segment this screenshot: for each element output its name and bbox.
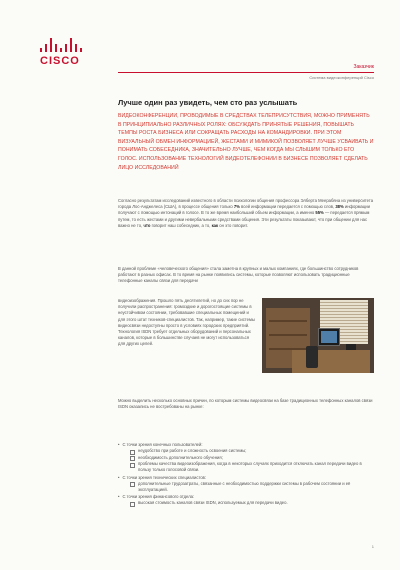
cisco-logo: [40, 38, 86, 67]
list-item: • С точки зрения финансового отдела:: [118, 494, 195, 500]
logo-bars-icon: [40, 38, 86, 52]
page-title: Лучше один раз увидеть, чем сто раз услышать: [118, 98, 298, 107]
highlight-percent: 55%: [315, 210, 324, 216]
doc-type-label: Заказчик: [353, 64, 374, 70]
highlight-percent: 38%: [335, 204, 344, 210]
list-subitem: проблемы качества видеоизображения, когда в некоторых случаях приходится отключать канал передачи видео в пользу только голосовой связи.: [130, 461, 374, 473]
header-subtitle: Система видеоконференций Cisco: [309, 75, 374, 80]
checkbox-icon: [130, 456, 135, 461]
highlight-word: что: [143, 222, 151, 228]
paragraph-1: Согласно результатам исследований известного в области психологии общения профессора Элберта Меерабяна из университета города Лос-Анджелеса (США), в процессе общения только 7% всей информации передается с помощью слов, 38% информации получают с помощью интонаций в голосе. В то же время наибольший объем информации, а именно 55% — передается прямым путем, то есть жестами и другими невербальными средствами общения. Эти результаты показывают, что при общении для нас важно не то, что говорит наш собеседник, а то, как он это говорит.: [118, 198, 374, 228]
checkbox-icon: [130, 450, 135, 455]
paragraph-2: В данной проблеме «человеческого общения» стала заметна в крупных и малых компаниях, где большинство сотрудников работают в разных офисах. В то время на рынке появились системы, которые позволяют использовать традиционные телефонные каналы связи для передачи: [118, 266, 359, 284]
list-subitem: необходимость дополнительного обучения;: [130, 455, 374, 462]
list-subitem: дополнительные трудозатраты, связанные с необходимостью поддержки системы в рабочем состоянии и её эксплуатацией.: [130, 481, 374, 493]
page-number: 1: [371, 544, 374, 549]
highlight-percent: 7%: [233, 204, 240, 210]
header-divider: [118, 72, 374, 73]
lead-paragraph: ВИДЕОКОНФЕРЕНЦИИ, ПРОВОДИМЫЕ В СРЕДСТВАХ ТЕЛЕПРИСУТСТВИЯ, МОЖНО ПРИМЕНЯТЬ В ПРИНЦИПИАЛЬНО РАЗЛИЧНЫХ РОЛЯХ: ОБСУЖДАТЬ ПРИНЯТЫЕ РЕШЕНИЯ, ПОВЫШАТЬ ТЕМПЫ РОСТА БИЗНЕСА ИЛИ СОКРАЩАТЬ РАСХОДЫ НА КОМАНДИРОВКИ. ПРИ ЭТОМ ВИЗУАЛЬНЫЙ ОБМЕН ИНФОРМАЦИЕЙ, ЖЕСТАМИ И МИМИКОЙ ПОЗВОЛЯЕТ ЛУЧШЕ УСВАИВАТЬ И ПОНИМАТЬ СОБЕСЕДНИКА, ЗНАЧИТЕЛЬНО ЛУЧШЕ, ЧЕМ КОГДА МЫ СЛЫШИМ ТОЛЬКО ЕГО ГОЛОС. ИСПОЛЬЗОВАНИЕ ТЕХНОЛОГИЙ ВИДЕОТЕЛЕФОНИИ В БИЗНЕСЕ ПОЗВОЛЯЕТ СДЕЛАТЬ ЛИЦО ИССЛЕДОВАНИЙ: [118, 113, 374, 171]
list-item: • С точки зрения конечных пользователей:: [118, 442, 203, 447]
phone-icon: [346, 344, 356, 350]
list-subitem: высокая стоимость каналов связи ISDN, используемых для передачи видео.: [130, 500, 374, 507]
chair: [306, 346, 318, 368]
checkbox-icon: [130, 502, 135, 507]
desk: [292, 350, 370, 373]
office-photo: [262, 298, 374, 373]
checkbox-icon: [130, 482, 135, 487]
reasons-list: [118, 441, 374, 507]
list-item: • С точки зрения технических специалистов:: [118, 474, 207, 480]
checkbox-icon: [130, 463, 135, 468]
logo-text: CISCO: [40, 55, 80, 67]
monitor-icon: [318, 328, 340, 346]
highlight-word: как: [211, 222, 219, 228]
list-subitem: неудобство при работе и сложность освоения системы;: [130, 448, 374, 455]
paragraph-4: Можно выделить несколько основных причин, по которым системы видеосвязи на базе традиционных телефонных каналов связи ISDN оказались не востребованы на рынке:: [118, 398, 373, 410]
paragraph-3: видеоизображения. Прошло пять десятилетий, но до сих пор не получили распространения: громоздкие и дорогостоящие системы в неустойчивом состоянии, требовавшие специальных помещений и для этого штат техников-специалистов. Так, например, такие системы видеосвязи недоступны просто в условиях городских предприятий. Технология ISDN требует отдельных оборудований и персональных каналов, которые в большинстве случаев не могут использоваться для других целей.: [118, 298, 255, 347]
